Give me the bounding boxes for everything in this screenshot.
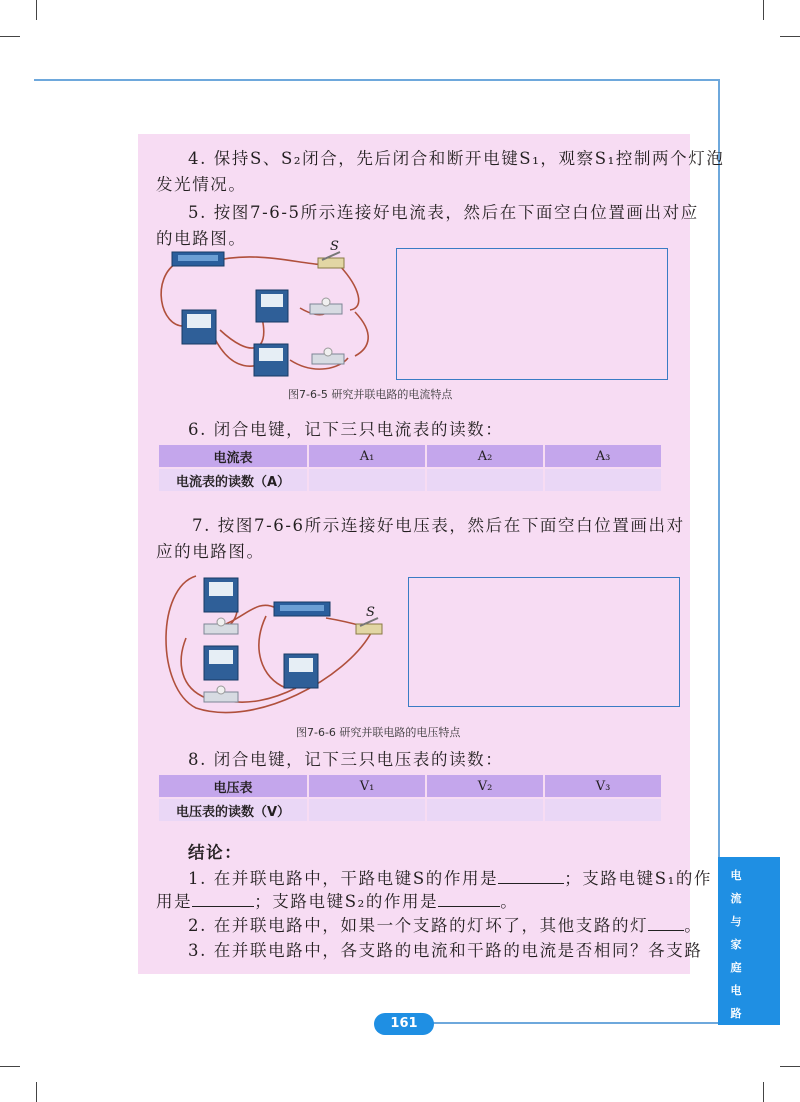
answer-blank[interactable] bbox=[192, 892, 254, 907]
table-header-label: 电流表 bbox=[159, 445, 307, 467]
page-number: 161 bbox=[374, 1013, 434, 1035]
row-label: 电压表的读数（V） bbox=[159, 799, 307, 821]
page-frame-top bbox=[34, 79, 720, 81]
column-header: A₂ bbox=[427, 445, 543, 467]
figure2-caption: 图7-6-6 研究并联电路的电压特点 bbox=[296, 726, 461, 739]
column-header: A₃ bbox=[545, 445, 661, 467]
reading-cell[interactable] bbox=[427, 799, 543, 821]
crop-mark bbox=[0, 36, 20, 37]
conclusion-3: 3. 在并联电路中，各支路的电流和干路的电流是否相同？各支路 bbox=[188, 941, 703, 960]
conclusion-title: 结论： bbox=[188, 843, 243, 862]
conclusion-1-text-e: 。 bbox=[500, 892, 519, 911]
chapter-side-tab bbox=[718, 857, 780, 1025]
side-tab-char: 庭 bbox=[730, 961, 742, 974]
reading-cell[interactable] bbox=[427, 469, 543, 491]
column-header: V₂ bbox=[427, 775, 543, 797]
figure1-caption: 图7-6-5 研究并联电路的电流特点 bbox=[288, 388, 453, 401]
crop-mark bbox=[780, 1066, 800, 1067]
conclusion-1-text-c: 用是 bbox=[156, 892, 193, 911]
conclusion-2 bbox=[188, 913, 702, 939]
side-tab-char: 电 bbox=[730, 984, 742, 997]
column-header: V₃ bbox=[545, 775, 661, 797]
column-header: A₁ bbox=[309, 445, 425, 467]
ammeter-readings-table bbox=[157, 443, 663, 493]
conclusion-1-text-a: 1. 在并联电路中，干路电键S的作用是 bbox=[188, 869, 499, 888]
step-7-line2: 应的电路图。 bbox=[156, 542, 265, 561]
crop-mark bbox=[763, 1082, 764, 1102]
conclusion-1-text-b: ；支路电键S₁的作 bbox=[564, 869, 713, 888]
conclusion-1-line2 bbox=[156, 889, 518, 915]
drawing-area-ammeter bbox=[396, 248, 668, 380]
step-8: 8. 闭合电键，记下三只电压表的读数： bbox=[188, 750, 504, 769]
column-header: V₁ bbox=[309, 775, 425, 797]
figure2-switch-label: S bbox=[366, 605, 375, 620]
answer-blank[interactable] bbox=[648, 916, 684, 931]
side-tab-char: 与 bbox=[730, 915, 742, 928]
conclusion-2-text-a: 2. 在并联电路中，如果一个支路的灯坏了，其他支路的灯 bbox=[188, 916, 649, 935]
side-tab-char: 路 bbox=[730, 1007, 742, 1020]
page-frame-bottom bbox=[430, 1022, 720, 1024]
step-4-line2: 发光情况。 bbox=[156, 175, 247, 194]
answer-blank[interactable] bbox=[438, 892, 500, 907]
figure-ammeter-circuit bbox=[150, 238, 380, 383]
step-5-line2: 的电路图。 bbox=[156, 229, 247, 248]
crop-mark bbox=[0, 1066, 20, 1067]
figure1-switch-label: S bbox=[330, 239, 339, 254]
conclusion-1-text-d: ；支路电键S₂的作用是 bbox=[254, 892, 439, 911]
side-tab-char: 家 bbox=[730, 938, 742, 951]
crop-mark bbox=[780, 36, 800, 37]
crop-mark bbox=[36, 1082, 37, 1102]
figure-voltmeter-circuit bbox=[156, 568, 396, 718]
step-4-line1: 4. 保持S、S₂闭合，先后闭合和断开电键S₁，观察S₁控制两个灯泡 bbox=[188, 149, 725, 168]
table-header-label: 电压表 bbox=[159, 775, 307, 797]
reading-cell[interactable] bbox=[309, 799, 425, 821]
reading-cell[interactable] bbox=[545, 799, 661, 821]
step-6: 6. 闭合电键，记下三只电流表的读数： bbox=[188, 420, 504, 439]
crop-mark bbox=[36, 0, 37, 20]
crop-mark bbox=[763, 0, 764, 20]
step-7-line1: 7. 按图7-6-6所示连接好电压表，然后在下面空白位置画出对 bbox=[192, 516, 685, 535]
reading-cell[interactable] bbox=[309, 469, 425, 491]
side-tab-char: 电 bbox=[730, 869, 742, 882]
side-tab-char: 流 bbox=[730, 892, 742, 905]
conclusion-2-text-b: 。 bbox=[684, 916, 703, 935]
voltmeter-readings-table bbox=[157, 773, 663, 823]
answer-blank[interactable] bbox=[498, 869, 564, 884]
reading-cell[interactable] bbox=[545, 469, 661, 491]
drawing-area-voltmeter bbox=[408, 577, 680, 707]
row-label: 电流表的读数（A） bbox=[159, 469, 307, 491]
step-5-line1: 5. 按图7-6-5所示连接好电流表，然后在下面空白位置画出对应 bbox=[188, 203, 699, 222]
